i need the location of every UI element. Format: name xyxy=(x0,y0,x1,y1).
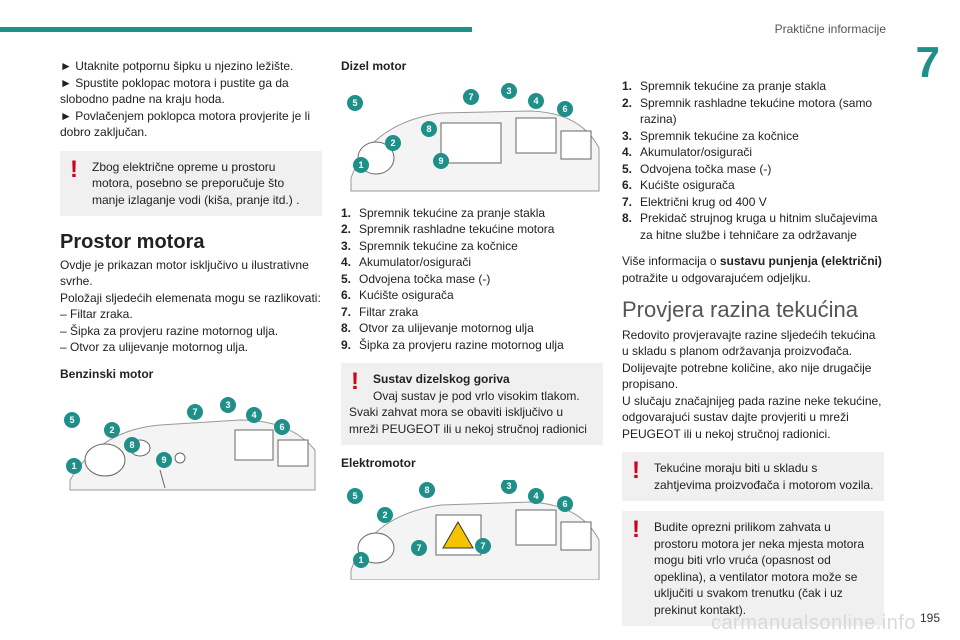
list-item: 9. Šipka za provjeru razine motornog ulja xyxy=(341,337,564,352)
warning-icon: ! xyxy=(632,457,640,484)
list-item: 5. Odvojena točka mase (-) xyxy=(622,161,772,176)
list-item: 4. Akumulator/osigurači xyxy=(341,255,472,269)
warning-box-fluids xyxy=(622,452,884,501)
electric-motor-diagram xyxy=(341,480,603,580)
list-item: 1. Spremnik tekućine za pranje stakla xyxy=(622,79,827,93)
bullet-3: ► Povlačenjem poklopca motora provjerite je li dobro zaključan. xyxy=(60,108,310,139)
subheading-electric-motor: Elektromotor xyxy=(341,456,416,470)
callout-label: 6 xyxy=(562,103,568,114)
dash-item-1: – Filtar zraka. xyxy=(60,307,133,321)
list-item: 7. Električni krug od 400 V xyxy=(622,194,767,209)
callout-label: 3 xyxy=(225,400,231,410)
warning-text: Ovaj sustav je pod vrlo visokim tlakom. xyxy=(373,388,580,403)
warning-text: Tekućine moraju biti u skladu s zahtjevima proizvođača i motorom vozila. xyxy=(654,461,874,492)
column-middle xyxy=(341,58,603,588)
callout-label: 7 xyxy=(468,91,474,102)
header-title: Praktične informacije xyxy=(774,22,886,36)
callout-label: 8 xyxy=(129,440,135,450)
subheading-petrol-engine: Benzinski motor xyxy=(60,366,154,381)
list-item: 2. Spremnik rashladne tekućine motora xyxy=(341,222,555,236)
paragraph: Dolijevajte potrebne količine, ako nije drugačije propisano. xyxy=(622,360,872,391)
callout-label: 7 xyxy=(480,540,486,551)
warning-box-hot xyxy=(622,511,884,626)
callout-label: 2 xyxy=(390,137,396,148)
callout-label: 3 xyxy=(506,480,512,491)
callout-label: 6 xyxy=(562,498,568,509)
bullet-1: ► Utaknite potpornu šipku u njezino ležište. xyxy=(60,59,294,73)
warning-text: Zbog električne opreme u prostoru motora, posebno se preporučuje što manje izlaganje vodi (kiša, pranje itd.) . xyxy=(92,159,300,207)
list-item: 8. Otvor za ulijevanje motornog ulja xyxy=(341,321,534,335)
callout-label: 8 xyxy=(424,484,430,495)
list-item: 1. Spremnik tekućine za pranje stakla xyxy=(341,205,546,220)
callout-label: 7 xyxy=(192,407,198,417)
electric-legend-list xyxy=(622,78,884,243)
subheading-diesel-engine: Dizel motor xyxy=(341,59,407,73)
page-number: 195 xyxy=(919,611,940,625)
callout-label: 2 xyxy=(109,425,115,435)
diesel-engine-diagram xyxy=(341,83,603,195)
section-heading-engine-bay: Prostor motora xyxy=(60,231,205,253)
intro-line-1: Ovdje je prikazan motor isključivo u ilustrativne svrhe. xyxy=(60,257,309,288)
callout-label: 4 xyxy=(533,490,539,501)
list-item: 8. Prekidač strujnog kruga u hitnim slučajevima za hitne službe i tehničare za održavanje xyxy=(622,211,878,242)
callout-label: 4 xyxy=(251,410,257,420)
warning-title: Sustav dizelskog goriva xyxy=(373,372,510,386)
list-item: 3. Spremnik tekućine za kočnice xyxy=(622,128,799,143)
callout-label: 5 xyxy=(69,415,75,425)
callout-label: 6 xyxy=(279,422,285,432)
dash-item-2: – Šipka za provjeru razine motornog ulja. xyxy=(60,323,279,338)
callout-label: 5 xyxy=(352,97,358,108)
more-info-link: sustavu punjenja (električni) xyxy=(719,254,882,268)
column-right xyxy=(622,78,884,636)
more-info-text: Više informacija o sustavu punjenja (električni) potražite u odgovarajućem odjeljku. xyxy=(622,254,882,285)
warning-icon: ! xyxy=(351,368,359,395)
warning-box-water xyxy=(60,151,322,217)
callout-label: 7 xyxy=(416,542,422,553)
list-item: 7. Filtar zraka xyxy=(341,304,419,319)
list-item: 5. Odvojena točka mase (-) xyxy=(341,271,491,286)
section-heading-fluid-levels: Provjera razina tekućina xyxy=(622,297,859,322)
dash-item-3: – Otvor za ulijevanje motornog ulja. xyxy=(60,340,249,354)
warning-box-diesel xyxy=(341,363,603,445)
bullet-2: ► Spustite poklopac motora i pustite ga da slobodno padne na kraju hoda. xyxy=(60,75,289,106)
callout-label: 1 xyxy=(358,554,364,565)
callout-label: 9 xyxy=(438,155,444,166)
callout-label: 1 xyxy=(71,461,77,471)
list-item: 3. Spremnik tekućine za kočnice xyxy=(341,238,518,253)
warning-text: Budite oprezni prilikom zahvata u prostoru motora jer neka mjesta motora mogu biti vrlo vruća (opasnost od opeklina), a ventilator motora može se uključiti u svakom trenutku (čak i uz prekinut kontakt). xyxy=(654,520,865,617)
petrol-engine-diagram xyxy=(60,390,322,502)
callout-label: 2 xyxy=(382,509,388,520)
warning-icon: ! xyxy=(70,155,78,183)
list-item: 6. Kućište osigurača xyxy=(622,178,735,192)
callout-label: 4 xyxy=(533,95,539,106)
list-item: 2. Spremnik rashladne tekućine motora (samo razina) xyxy=(622,95,873,126)
callout-label: 5 xyxy=(352,490,358,501)
diesel-legend-list xyxy=(341,205,603,354)
callout-label: 3 xyxy=(506,85,512,96)
intro-line-2: Položaji sljedećih elemenata mogu se razlikovati: xyxy=(60,290,321,305)
callout-label: 8 xyxy=(426,123,432,134)
list-item: 6. Kućište osigurača xyxy=(341,288,454,302)
paragraph: U slučaju značajnijeg pada razine neke tekućine, odgovarajući sustav dajte provjeriti u mreži PEUGEOT ili u nekoj stručnoj radionici. xyxy=(622,393,882,441)
warning-text: Svaki zahvat mora se obaviti isključivo u mreži PEUGEOT ili u nekoj stručnoj radionici xyxy=(349,405,587,436)
list-item: 4. Akumulator/osigurači xyxy=(622,145,753,159)
callout-label: 1 xyxy=(358,159,364,170)
column-left xyxy=(60,58,322,510)
callout-label: 9 xyxy=(161,455,167,465)
chapter-number: 7 xyxy=(915,38,940,87)
warning-icon: ! xyxy=(632,516,640,543)
watermark: carmanualsonline.info xyxy=(710,612,916,634)
paragraph: Redovito provjeravajte razine sljedećih tekućina u skladu s planom održavanja proizvođača. xyxy=(622,327,876,358)
header-accent-bar xyxy=(0,27,472,32)
